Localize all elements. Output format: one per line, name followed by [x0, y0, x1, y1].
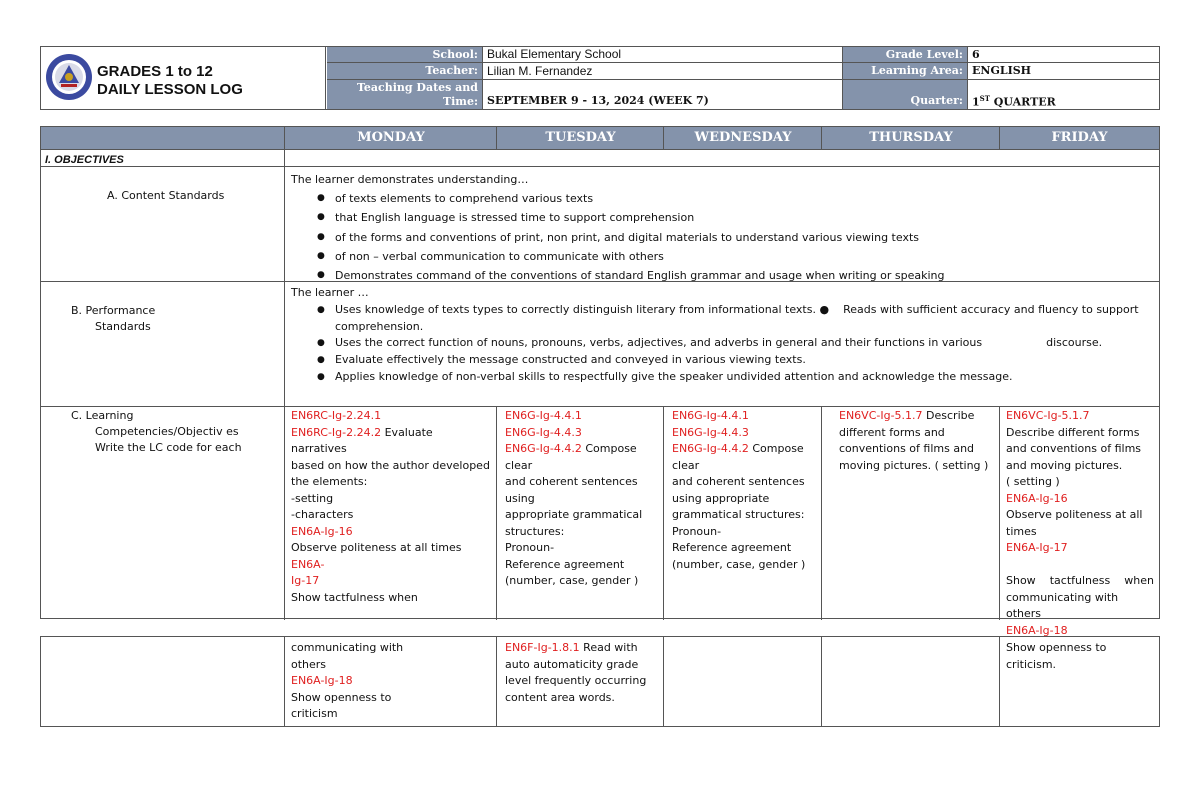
- text-line: others: [291, 657, 327, 671]
- text-line: conventions of films and: [839, 442, 975, 455]
- row-divider: [41, 166, 1159, 167]
- lc-code: EN6G-Ig-4.4.1: [505, 409, 582, 422]
- text-line: Show tactfulness when: [1006, 574, 1154, 587]
- lc-code: Ig-17: [291, 574, 320, 587]
- content-standards-intro: The learner demonstrates understanding…: [291, 173, 529, 186]
- lc-code: EN6VC-Ig-5.1.7: [839, 409, 923, 422]
- competencies-label-3: Write the LC code for each: [95, 441, 242, 454]
- text-line: -characters: [291, 508, 354, 521]
- col-divider: [821, 127, 822, 149]
- text-line: communicating with: [291, 641, 404, 654]
- text-line: structures:: [505, 524, 565, 538]
- area-label: Learning Area:: [843, 63, 968, 80]
- day-thursday: THURSDAY: [822, 127, 1000, 149]
- dates-value: SEPTEMBER 9 - 13, 2024 (WEEK 7): [483, 80, 843, 109]
- list-item: ● Uses the correct function of nouns, pronouns, verbs, adjectives, and adverbs in general and their functions in various discourse.: [291, 335, 1151, 352]
- monday-continuation: [291, 640, 491, 723]
- dates-label: Teaching Dates and Time:: [327, 80, 483, 109]
- lc-code: EN6A-Ig-16: [291, 524, 353, 538]
- quarter-value: [968, 80, 1159, 109]
- text-line: (number, case, gender ): [505, 574, 639, 587]
- col-divider: [496, 406, 497, 620]
- day-friday: FRIDAY: [1000, 127, 1159, 149]
- text-line: using appropriate: [672, 491, 770, 505]
- col-divider: [663, 406, 664, 620]
- wednesday-competencies: EN6G-Ig-4.4.1 EN6G-Ig-4.4.3 EN6G-Ig-4.4.2 Compose clear and coherent sentences using appropriate grammatical structures: Pronoun- Reference agreement (number, case, gender ): [672, 408, 822, 573]
- tuesday-competencies: EN6G-Ig-4.4.1 EN6G-Ig-4.4.3 EN6G-Ig-4.4.2 Compose clear and coherent sentences using appropriate grammatical structures: Pronoun- Reference agreement (number, case, gender ): [505, 408, 663, 590]
- lc-code: EN6RC-Ig-2.24.1: [291, 409, 382, 422]
- teacher-value: Lilian M. Fernandez: [483, 63, 843, 80]
- competencies-label: C. Learning: [71, 409, 134, 422]
- grade-value: 6: [968, 47, 1159, 63]
- day-wednesday: WEDNESDAY: [664, 127, 822, 149]
- content-standards-list: [291, 189, 1151, 285]
- lc-code: EN6G-Ig-4.4.3: [505, 425, 582, 439]
- school-value: Bukal Elementary School: [483, 47, 843, 63]
- quarter-number: 1: [972, 95, 980, 109]
- lc-code: EN6A-Ig-16: [1006, 491, 1068, 505]
- lc-code: EN6F-Ig-1.8.1: [505, 641, 580, 654]
- text-line: Show openness to: [291, 690, 392, 704]
- day-monday: MONDAY: [285, 127, 497, 149]
- form-title-line2: DAILY LESSON LOG: [97, 81, 243, 98]
- text-line: level frequently occurring: [505, 674, 647, 687]
- text-line: moving pictures. ( setting ): [839, 458, 989, 472]
- text-line: based on how the author developed: [291, 458, 490, 472]
- lc-code: EN6G-Ig-4.4.2: [505, 442, 582, 455]
- lc-code: EN6A-: [291, 557, 325, 571]
- grade-label: Grade Level:: [843, 47, 968, 63]
- row-divider: [41, 406, 1159, 407]
- col-divider: [663, 127, 664, 149]
- row-divider: [41, 149, 1159, 150]
- performance-standards-label-2: Standards: [95, 320, 151, 333]
- text-line: the elements:: [291, 475, 368, 488]
- area-value: ENGLISH: [968, 63, 1159, 80]
- tuesday-continuation: EN6F-Ig-1.8.1 Read with auto automaticity grade level frequently occurring content area words.: [505, 640, 663, 706]
- col-divider: [821, 637, 822, 726]
- teacher-label: Teacher:: [327, 63, 483, 80]
- list-item: ● Evaluate effectively the message constructed and conveyed in various viewing texts.: [291, 352, 1151, 369]
- lc-code: EN6VC-Ig-5.1.7: [1006, 409, 1090, 422]
- deped-seal-icon: [45, 53, 93, 101]
- logo-title-cell: [41, 47, 326, 109]
- list-item: ● Uses knowledge of texts types to correctly distinguish literary from informational texts. ● Reads with sufficient accuracy and fluency to support comprehension.: [291, 302, 1151, 336]
- col-divider: [663, 637, 664, 726]
- text-line: Reference agreement: [672, 541, 792, 554]
- header-info-grid: [327, 47, 1159, 109]
- text-line: different forms and: [839, 425, 945, 439]
- performance-standards-cell: [291, 285, 1151, 386]
- col-divider: [284, 127, 285, 620]
- list-item: ● Applies knowledge of non-verbal skills to respectfully give the speaker undivided attention and acknowledge the message.: [291, 369, 1151, 386]
- text-line: criticism: [291, 707, 338, 720]
- col-divider: [496, 127, 497, 149]
- text-line: grammatical structures:: [672, 508, 805, 521]
- list-item: ● of the forms and conventions of print, non print, and digital materials to understand various viewing texts: [291, 228, 1151, 247]
- list-item: ● that English language is stressed time to support comprehension: [291, 208, 1151, 227]
- text-line: content area words.: [505, 690, 615, 704]
- text-line: auto automaticity grade: [505, 657, 639, 671]
- lc-code: EN6G-Ig-4.4.2: [672, 442, 749, 455]
- form-title-line1: GRADES 1 to 12: [97, 63, 213, 80]
- objectives-heading: I. OBJECTIVES: [45, 154, 124, 166]
- quarter-label: Quarter:: [843, 80, 968, 109]
- text-line: appropriate grammatical: [505, 508, 643, 521]
- col-divider: [999, 406, 1000, 620]
- lc-code: EN6RC-Ig-2.24.2: [291, 425, 382, 439]
- lc-code: EN6G-Ig-4.4.3: [672, 425, 749, 439]
- competencies-label-2: Competencies/Objectiv es: [95, 425, 239, 438]
- lc-code: EN6A-Ig-18: [291, 674, 353, 687]
- performance-standards-label: B. Performance: [71, 304, 156, 317]
- day-tuesday: TUESDAY: [497, 127, 664, 149]
- quarter-superscript: ST: [979, 94, 990, 103]
- text-line: (number, case, gender ): [672, 557, 806, 571]
- list-item: ● Demonstrates command of the conventions of standard English grammar and usage when writing or speaking: [291, 266, 1151, 285]
- text-line: Reference agreement: [505, 557, 625, 571]
- content-standards-label: A. Content Standards: [107, 189, 225, 202]
- text-line: Pronoun-: [505, 541, 555, 554]
- lc-code: EN6A-Ig-18: [1006, 623, 1068, 637]
- list-item: ● of texts elements to comprehend various texts: [291, 189, 1151, 208]
- col-divider: [999, 127, 1000, 149]
- text-line: and conventions of films: [1006, 442, 1142, 455]
- text-line: communicating with others: [1006, 590, 1119, 620]
- quarter-text: QUARTER: [989, 95, 1056, 109]
- friday-continuation: [1006, 640, 1156, 673]
- text-line: Pronoun-: [672, 524, 722, 538]
- text-line: and coherent sentences using: [505, 475, 638, 505]
- text-line: ( setting ): [1006, 475, 1060, 488]
- lc-code: EN6A-Ig-17: [1006, 541, 1068, 554]
- lesson-log-header: [40, 46, 1160, 110]
- list-item: ● of non – verbal communication to communicate with others: [291, 247, 1151, 266]
- continuation-table: [40, 636, 1160, 727]
- friday-competencies: [1006, 408, 1154, 639]
- col-divider: [284, 637, 285, 726]
- text-line: Show openness to criticism.: [1006, 641, 1107, 671]
- performance-standards-list: [291, 302, 1151, 386]
- text-line: Show tactfulness when: [291, 590, 418, 604]
- text-line: times: [1006, 524, 1037, 538]
- lc-code: EN6G-Ig-4.4.1: [672, 409, 749, 422]
- content-standards-cell: [291, 170, 1151, 285]
- performance-standards-intro: The learner …: [291, 286, 369, 299]
- text-line: and coherent sentences: [672, 475, 805, 488]
- monday-competencies: EN6RC-Ig-2.24.1 EN6RC-Ig-2.24.2 Evaluate narratives based on how the author developed the elements: -setting -characters EN6A-Ig-16 Observe politeness at all times EN6A- Ig-17 Show tactfulness when: [291, 408, 491, 606]
- text-line: Observe politeness at all: [1006, 508, 1143, 521]
- objectives-table: [40, 126, 1160, 637]
- col-divider: [496, 637, 497, 726]
- col-divider: [999, 637, 1000, 726]
- school-label: School:: [327, 47, 483, 63]
- text-line: Describe different forms: [1006, 425, 1140, 439]
- text-line: -setting: [291, 491, 334, 505]
- thursday-competencies: EN6VC-Ig-5.1.7 Describe different forms and conventions of films and moving pictures. ( setting ): [839, 408, 997, 474]
- text-line: and moving pictures.: [1006, 458, 1123, 472]
